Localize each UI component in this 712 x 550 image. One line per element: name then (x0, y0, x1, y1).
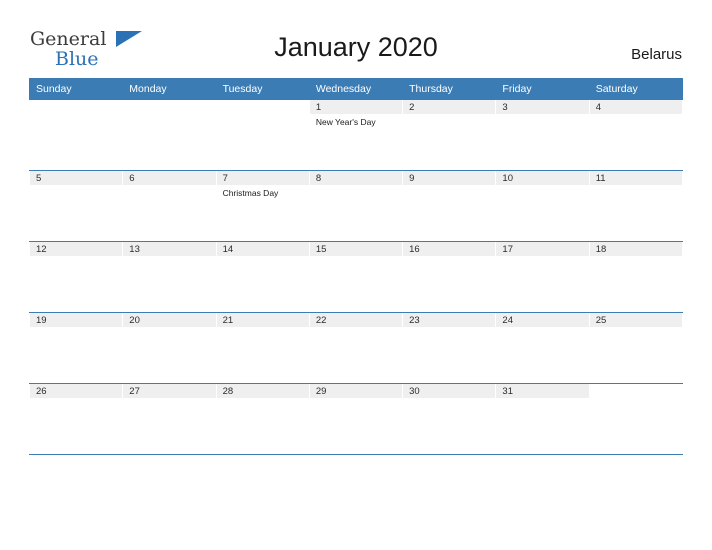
day-number: 26 (36, 386, 47, 397)
day-number-band (496, 171, 588, 185)
day-number: 14 (222, 244, 234, 255)
day-number: 19 (36, 315, 47, 326)
day-event (590, 185, 682, 188)
month-grid (29, 78, 683, 455)
day-cell[interactable] (30, 384, 123, 455)
day-cell[interactable] (309, 171, 402, 242)
page-title: January 2020 (274, 32, 438, 62)
day-number-band (123, 313, 215, 327)
day-event (123, 256, 215, 259)
day-event (217, 398, 309, 401)
weekday-header-row (30, 79, 683, 100)
day-number: 17 (502, 244, 513, 255)
day-event: New Year's Day (315, 117, 376, 127)
weekday-header-wednesday: Wednesday (309, 79, 402, 100)
day-number: 2 (409, 102, 415, 113)
day-number: 25 (595, 315, 607, 326)
day-cell[interactable] (309, 384, 402, 455)
day-number-band (310, 313, 402, 327)
day-number: 13 (129, 244, 140, 255)
day-number-band (590, 242, 682, 256)
day-cell[interactable] (123, 242, 216, 313)
day-event (496, 398, 588, 401)
day-number: 12 (36, 244, 47, 255)
day-event (496, 114, 588, 117)
day-event (403, 398, 495, 401)
day-event (123, 398, 215, 401)
day-cell[interactable] (216, 313, 309, 384)
day-number: 21 (222, 315, 234, 326)
day-event (30, 398, 122, 401)
week-row (30, 313, 683, 384)
day-number: 8 (315, 173, 322, 184)
day-number: 20 (129, 315, 140, 326)
week-row (30, 384, 683, 455)
weekday-header-tuesday: Tuesday (216, 79, 309, 100)
day-number: 4 (595, 102, 601, 113)
day-number-band (496, 242, 588, 256)
day-cell[interactable] (309, 313, 402, 384)
day-cell[interactable] (589, 100, 682, 171)
day-number: 7 (222, 173, 228, 184)
day-number-band (217, 384, 309, 398)
day-event (30, 185, 122, 188)
day-number: 16 (409, 244, 420, 255)
day-number: 28 (222, 386, 234, 397)
day-number-band (310, 100, 402, 114)
day-cell[interactable] (30, 171, 123, 242)
day-event (30, 100, 122, 103)
day-number-band (496, 384, 588, 398)
day-number-band (590, 313, 682, 327)
day-number-band (590, 171, 682, 185)
day-number-band (310, 242, 402, 256)
day-cell[interactable] (30, 100, 123, 171)
day-cell[interactable] (496, 242, 589, 313)
day-number: 1 (315, 102, 322, 113)
day-event (310, 398, 402, 401)
day-cell[interactable] (496, 171, 589, 242)
day-number: 23 (409, 315, 420, 326)
day-cell[interactable] (30, 313, 123, 384)
weekday-header-saturday: Saturday (589, 79, 682, 100)
day-cell[interactable] (589, 171, 682, 242)
day-event (123, 327, 215, 330)
week-row (30, 242, 683, 313)
weekday-header-sunday: Sunday (30, 79, 123, 100)
day-cell[interactable] (403, 313, 496, 384)
day-event (590, 384, 682, 387)
day-number-band (403, 100, 495, 114)
day-cell[interactable] (403, 100, 496, 171)
day-number: 29 (315, 386, 327, 397)
day-event (217, 327, 309, 330)
day-number-band (310, 171, 402, 185)
day-event (496, 185, 588, 188)
day-event (403, 114, 495, 117)
weekday-header-monday: Monday (123, 79, 216, 100)
day-cell[interactable] (123, 100, 216, 171)
day-event: Christmas Day (222, 188, 279, 198)
day-number: 18 (595, 244, 607, 255)
day-event (590, 256, 682, 259)
day-event (30, 256, 122, 259)
day-number: 30 (409, 386, 420, 397)
day-number-band (217, 313, 309, 327)
day-number-band (496, 100, 588, 114)
day-number-band (403, 171, 495, 185)
day-number: 10 (502, 173, 513, 184)
day-event (310, 327, 402, 330)
day-cell[interactable] (123, 171, 216, 242)
day-event (310, 185, 402, 188)
day-event (217, 256, 309, 259)
day-cell[interactable] (309, 242, 402, 313)
day-number-band (403, 313, 495, 327)
day-number-band (217, 171, 309, 185)
week-row (30, 100, 683, 171)
day-cell[interactable] (123, 313, 216, 384)
day-event (496, 256, 588, 259)
day-number-band (403, 242, 495, 256)
day-cell[interactable] (589, 384, 682, 455)
day-cell[interactable] (216, 384, 309, 455)
day-number-band (496, 313, 588, 327)
day-cell[interactable] (123, 384, 216, 455)
day-number: 9 (409, 173, 415, 184)
day-event (217, 100, 309, 103)
day-number-band (123, 384, 215, 398)
day-event (403, 185, 495, 188)
day-cell[interactable] (30, 242, 123, 313)
day-number: 22 (315, 315, 327, 326)
day-cell[interactable] (589, 242, 682, 313)
day-cell[interactable] (496, 384, 589, 455)
day-number-band (30, 242, 122, 256)
weekday-header-thursday: Thursday (403, 79, 496, 100)
day-cell[interactable] (403, 242, 496, 313)
day-number: 6 (129, 173, 135, 184)
day-event (403, 327, 495, 330)
day-event (590, 114, 682, 117)
region-label: Belarus (631, 46, 682, 63)
day-cell[interactable] (216, 242, 309, 313)
page-header (0, 0, 712, 70)
day-number: 24 (502, 315, 513, 326)
logo-word-general: General (30, 28, 107, 50)
day-event (310, 256, 402, 259)
day-number: 11 (595, 173, 606, 184)
day-number-band (590, 100, 682, 114)
day-event (123, 185, 215, 188)
day-number: 5 (36, 173, 42, 184)
day-event (403, 256, 495, 259)
day-cell[interactable] (216, 171, 309, 242)
weekday-header-friday: Friday (496, 79, 589, 100)
day-number-band (403, 384, 495, 398)
day-cell[interactable] (496, 100, 589, 171)
day-number: 31 (502, 386, 513, 397)
day-number-band (123, 171, 215, 185)
day-number: 15 (315, 244, 327, 255)
day-event (30, 327, 122, 330)
day-number-band (217, 242, 309, 256)
day-number-band (30, 313, 122, 327)
day-number-band (30, 384, 122, 398)
day-event (496, 327, 588, 330)
day-cell[interactable] (403, 171, 496, 242)
day-cell[interactable] (496, 313, 589, 384)
day-event (123, 100, 215, 103)
day-number: 3 (502, 102, 508, 113)
day-number-band (30, 171, 122, 185)
day-cell[interactable] (589, 313, 682, 384)
day-number-band (123, 242, 215, 256)
day-cell[interactable] (216, 100, 309, 171)
day-event (590, 327, 682, 330)
day-number: 27 (129, 386, 140, 397)
week-row (30, 171, 683, 242)
day-number-band (310, 384, 402, 398)
day-cell[interactable] (309, 100, 402, 171)
logo-word-blue: Blue (55, 48, 99, 70)
day-cell[interactable] (403, 384, 496, 455)
